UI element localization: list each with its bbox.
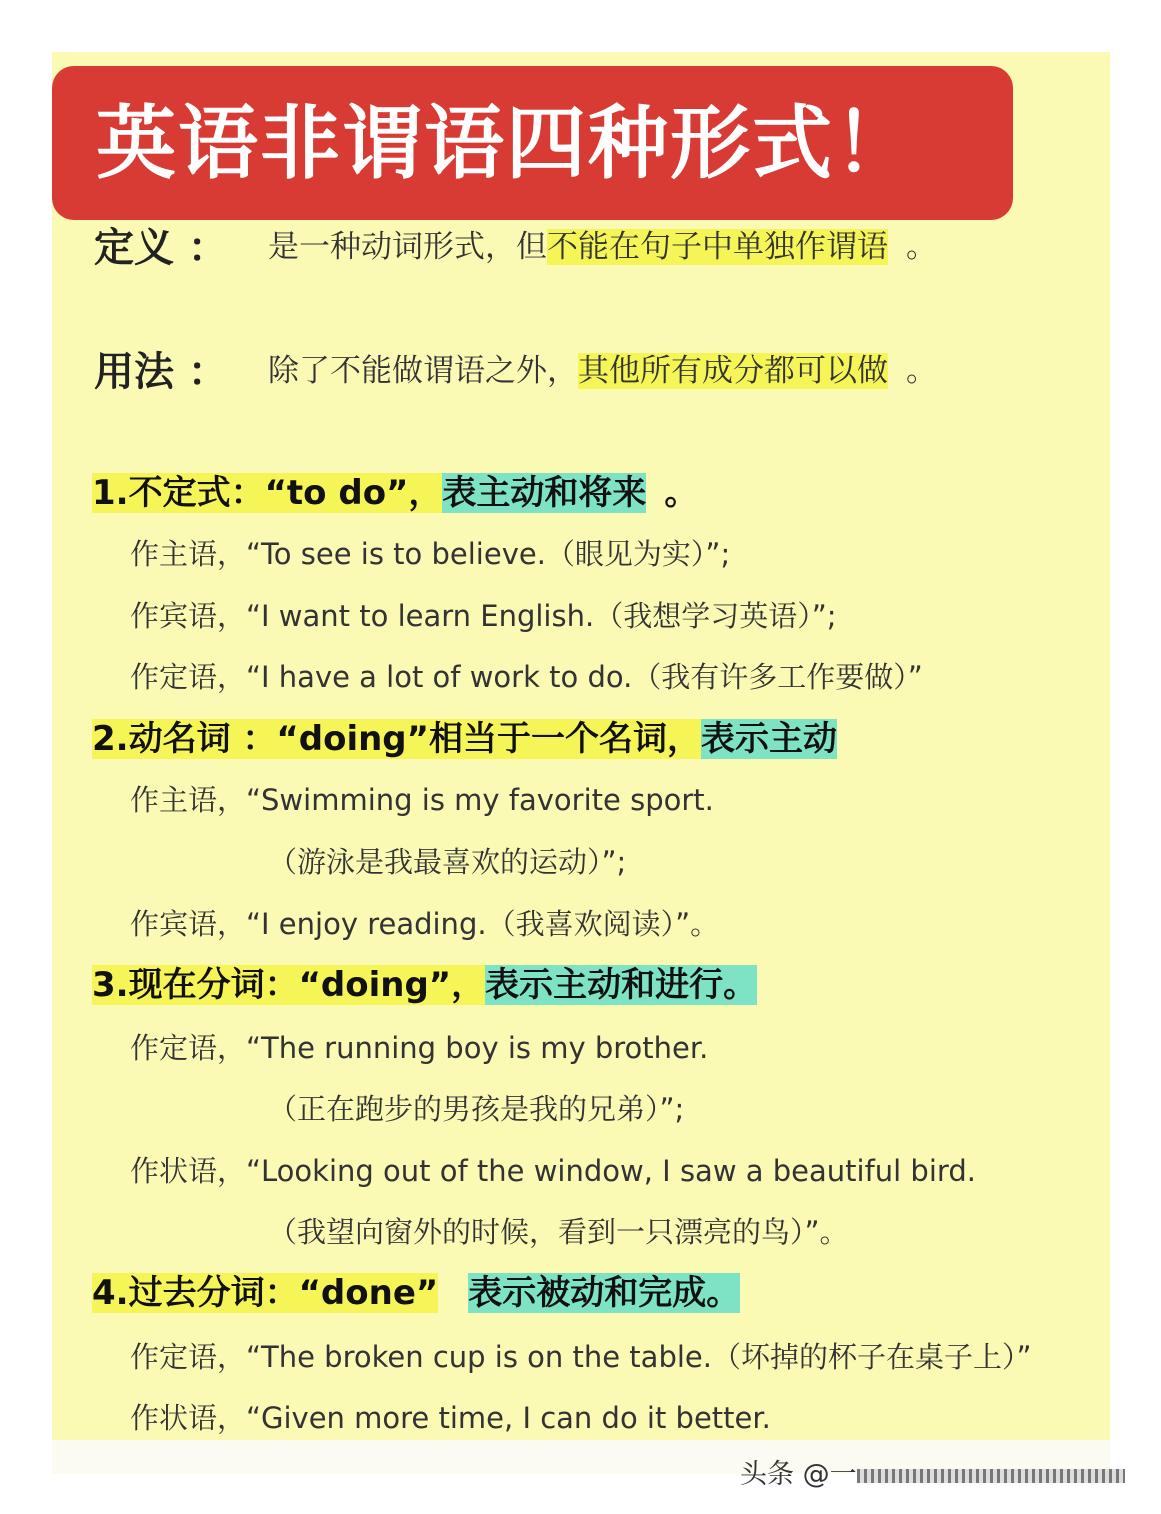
watermark	[740, 1458, 1125, 1492]
usage-row	[94, 349, 228, 395]
usage-text	[268, 353, 937, 389]
example-line: 作定语，“I have a lot of work to do.（我有许多工作要做）”	[130, 660, 923, 694]
usage-label: 用法 ：	[94, 349, 228, 395]
section-heading-text: 4.过去分词：“done”	[92, 1273, 439, 1313]
example-line: 作定语，“The broken cup is on the table.（坏掉的杯子在桌子上）”	[130, 1340, 1032, 1374]
example-line: 作宾语，“I want to learn English.（我想学习英语）”;	[130, 599, 837, 633]
section-2-heading	[92, 719, 837, 759]
usage-highlight: 其他所有成分都可以做	[578, 353, 888, 389]
section-tag: 表主动和将来	[442, 473, 647, 513]
section-heading-text: 3.现在分词：“doing”，	[92, 965, 486, 1005]
definition-end: 。	[906, 229, 937, 265]
example-line: 作状语，“Given more time, I can do it better.	[130, 1401, 771, 1435]
section-heading-text: 2.动名词 ：“doing”相当于一个名词，	[92, 719, 701, 759]
example-line: （游泳是我最喜欢的运动）”;	[268, 845, 627, 879]
example-line: （我望向窗外的时候，看到一只漂亮的鸟）”。	[268, 1215, 849, 1249]
section-tag: 表示主动和进行。	[485, 965, 758, 1005]
example-line: 作定语，“The running boy is my brother.	[130, 1031, 709, 1065]
example-line: 作状语，“Looking out of the window, I saw a beautiful bird.	[130, 1154, 976, 1188]
section-4-heading	[92, 1273, 741, 1313]
page-title: 英语非谓语四种形式！	[96, 97, 916, 190]
definition-text	[268, 229, 937, 265]
usage-end: 。	[906, 353, 937, 389]
definition-label: 定义 ：	[94, 225, 228, 271]
section-1-heading	[92, 473, 699, 513]
section-tag: 表示被动和完成。	[468, 1273, 741, 1313]
redacted-username	[857, 1469, 1125, 1483]
example-line: （正在跑步的男孩是我的兄弟）”;	[268, 1092, 685, 1126]
section-tag: 表示主动	[701, 719, 837, 759]
example-line: 作主语，“Swimming is my favorite sport.	[130, 783, 714, 817]
section-heading-text: 1.不定式：“to do”，	[92, 473, 443, 513]
section-tail: 。	[664, 473, 699, 513]
definition-highlight: 不能在句子中单独作谓语	[547, 229, 888, 265]
definition-row	[94, 225, 228, 271]
usage-plain: 除了不能做谓语之外，	[268, 353, 578, 389]
definition-plain: 是一种动词形式，但	[268, 229, 547, 265]
example-line: 作主语，“To see is to believe.（眼见为实）”;	[130, 537, 731, 571]
example-line: 作宾语，“I enjoy reading.（我喜欢阅读）”。	[130, 907, 720, 941]
section-3-heading	[92, 965, 758, 1005]
watermark-text: 头条 @一	[740, 1459, 857, 1490]
